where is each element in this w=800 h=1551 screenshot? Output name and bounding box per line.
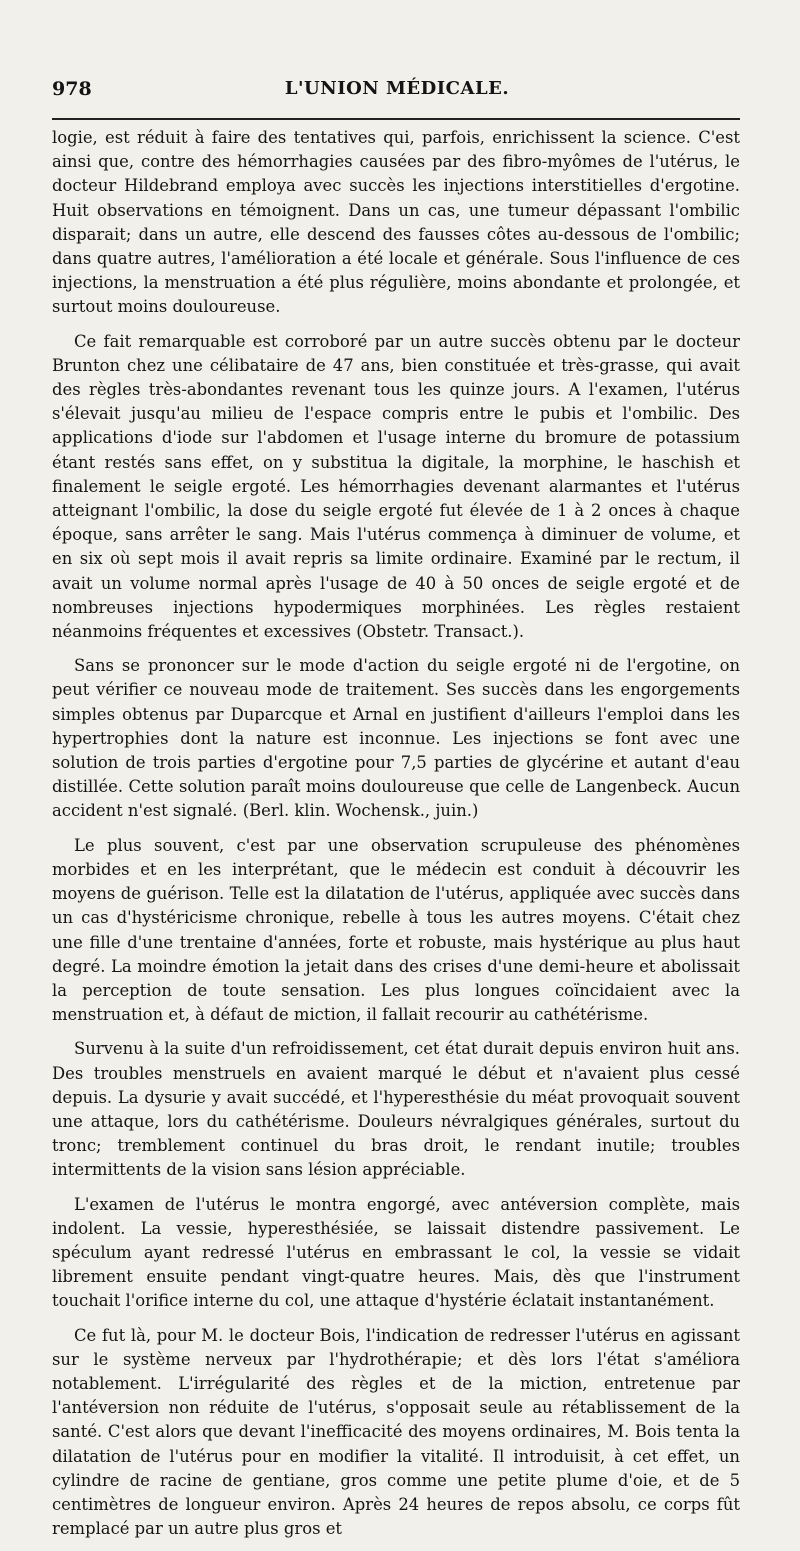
page-number: 978 xyxy=(52,78,92,100)
paragraph: Sans se prononcer sur le mode d'action du seigle ergoté ni de l'ergotine, on peut vérifier ce nouveau mode de traitement. Ses succès dans les engorgements simples obtenus par Duparcque et Arnal en justifient d'ailleurs l'emploi dans les hypertrophies dont la nature est inconnue. Les injections se font avec une solution de trois parties d'ergotine pour 7,5 parties de glycérine et autant d'eau distillée. Cette solution paraît moins douloureuse que celle de Langenbeck. Aucun accident n'est signalé. (Berl. klin. Wochensk., juin.) xyxy=(52,656,740,821)
paragraph: logie, est réduit à faire des tentatives qui, parfois, enrichissent la science. C'est ainsi que, contre des hémorrhagies causées par des fibro-myômes de l'utérus, le docteur Hildebrand employa avec succès les injections interstitielles d'ergotine. Huit observations en témoignent. Dans un cas, une tumeur dépassant l'ombilic disparait; dans un autre, elle descend des fausses côtes au-dessous de l'ombilic; dans quatre autres, l'amélioration a été locale et générale. Sous l'influence de ces injections, la menstruation a été plus régulière, moins abondante et prolongée, et surtout moins douloureuse. xyxy=(52,128,740,317)
paragraph: Survenu à la suite d'un refroidissement, cet état durait depuis environ huit ans. Des troubles menstruels en avaient marqué le début et n'avaient plus cessé depuis. La dysurie y avait succédé, et l'hyperesthésie du méat provoquait souvent une attaque, lors du cathétérisme. Douleurs névralgiques générales, surtout du tronc; tremblement continuel du bras droit, le rendant inutile; troubles intermittents de la vision sans lésion appréciable. xyxy=(52,1039,740,1180)
header-rule xyxy=(52,118,740,120)
paragraph: Le plus souvent, c'est par une observation scrupuleuse des phénomènes morbides et en les interprétant, que le médecin est conduit à découvrir les moyens de guérison. Telle est la dilatation de l'utérus, appliquée avec succès dans un cas d'hystéricisme chronique, rebelle à tous les autres moyens. C'était chez une fille d'une trentaine d'années, forte et robuste, mais hystérique au plus haut degré. La moindre émotion la jetait dans des crises d'une demi-heure et abolissait la perception de toute sensation. Les plus longues coïncidaient avec la menstruation et, à défaut de miction, il fallait recourir au cathétérisme. xyxy=(52,835,740,1025)
paragraph: Ce fait remarquable est corroboré par un autre succès obtenu par le docteur Brunton chez une célibataire de 47 ans, bien constituée et très-grasse, qui avait des règles très-abondantes revenant tous les quinze jours. A l'examen, l'utérus s'élevait jusqu'au milieu de l'espace compris entre le pubis et l'ombilic. Des applications d'iode sur l'abdomen et l'usage interne du bromure de potassium étant restés sans effet, on y substitua la digitale, la morphine, le haschish et finalement le seigle ergoté. Les hémorrhagies devenant alarmantes et l'utérus atteignant l'ombilic, la dose du seigle ergoté fut élevée de 1 à 2 onces à chaque époque, sans arrêter le sang. Mais l'utérus commença à diminuer de volume, et en six où sept mois il avait repris sa limite ordinaire. Examiné par le rectum, il avait un volume normal après l'usage de 40 à 50 onces de seigle ergoté et de nombreuses injections hypodermiques morphinées. Les règles restaient néanmoins fréquentes et excessives (Obstetr. Transact.). xyxy=(52,331,740,642)
paragraph: Ce fut là, pour M. le docteur Bois, l'indication de redresser l'utérus en agissant sur le système nerveux par l'hydrothérapie; et dès lors l'état s'améliora notablement. L'irrégularité des règles et de la miction, entretenue par l'antéversion non réduite de l'utérus, s'opposait seule au rétablissement de la santé. C'est alors que devant l'inefficacité des moyens ordinaires, M. Bois tenta la dilatation de l'utérus pour en modifier la vitalité. Il introduisit, à cet effet, un cylindre de racine de gentiane, gros comme une petite plume d'oie, et de 5 centimètres de longueur environ. Après 24 heures de repos absolu, ce corps fût remplacé par un autre plus gros et xyxy=(52,1325,740,1539)
article-body xyxy=(52,126,740,1551)
running-head: L'UNION MÉDICALE. xyxy=(284,78,510,99)
page-header xyxy=(52,76,742,106)
paragraph: L'examen de l'utérus le montra engorgé, avec antéversion complète, mais indolent. La vessie, hyperesthésiée, se laissait distendre passivement. Le spéculum ayant redressé l'utérus en embrassant le col, la vessie se vidait librement ensuite pendant vingt-quatre heures. Mais, dès que l'instrument touchait l'orifice interne du col, une attaque d'hystérie éclatait instantanément. xyxy=(52,1194,740,1311)
